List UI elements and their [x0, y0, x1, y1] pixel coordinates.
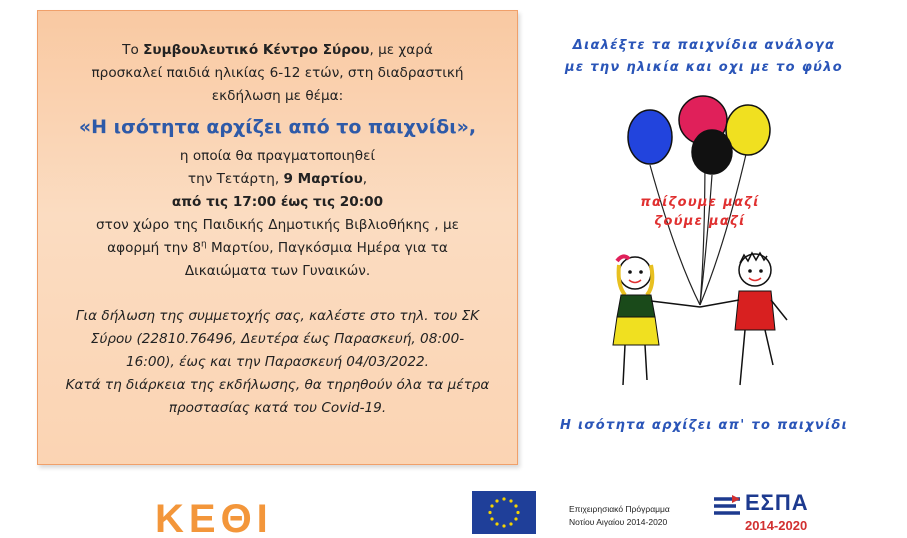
blue-balloon-icon	[628, 110, 672, 164]
venue-line-1: στον χώρο της Παιδικής Δημοτικής Βιβλιοθήκης , με	[96, 217, 459, 233]
covid-line-2: προστασίας κατά του Covid-19.	[168, 400, 387, 416]
organization-name: Συμβουλευτικό Κέντρο Σύρου	[143, 42, 370, 58]
op-line-2: Νοτίου Αιγαίου 2014-2020	[569, 517, 668, 527]
children-balloons-illustration	[595, 95, 795, 395]
boy-icon	[700, 253, 787, 385]
rsvp-line-1: Για δήλωση της συμμετοχής σας, καλέστε στο τηλ. του ΣΚ	[75, 308, 480, 324]
held-line: η οποία θα πραγματοποιηθεί	[179, 148, 376, 164]
venue-line-3: Δικαιώματα των Γυναικών.	[184, 263, 371, 279]
rsvp-line-2: Σύρου (22810.76496, Δευτέρα έως Παρασκευή, 08:00-	[90, 331, 465, 347]
date-line	[56, 168, 499, 191]
op-line-1: Επιχειρησιακό Πρόγραμμα	[569, 504, 670, 514]
venue2-suffix: Μαρτίου, Παγκόσμια Ημέρα για τα	[206, 240, 448, 256]
eu-flag-icon	[472, 491, 536, 534]
espa-word: ΕΣΠΑ	[745, 490, 809, 515]
keoi-logo: ΚΕΘΙ	[155, 497, 273, 536]
superscript: η	[200, 239, 207, 250]
event-date: 9 Μαρτίου	[283, 171, 363, 187]
theme-line: εκδήλωση με θέμα:	[211, 88, 344, 104]
time-line	[56, 191, 499, 214]
invitation-card	[37, 10, 518, 465]
espa-arrow-icon	[712, 493, 742, 521]
slogan-mid-1: παίζουμε μαζί	[640, 195, 760, 210]
venue2-prefix: αφορμή την 8	[107, 240, 201, 256]
espa-years: 2014-2020	[745, 518, 808, 533]
venue-line-2	[56, 237, 499, 260]
espa-logo	[712, 490, 822, 536]
slogan-top-1: Διαλέξτε τα παιχνίδια ανάλογα	[572, 38, 836, 53]
operational-programme-text	[569, 503, 670, 529]
slogan-mid-2: ζούμε μαζί	[654, 214, 746, 229]
yellow-balloon-icon	[726, 105, 770, 155]
intro-suffix: , με χαρά	[369, 42, 433, 58]
slogan-top-2: με την ηλικία και οχι με το φύλο	[564, 60, 844, 75]
event-title: «Η ισότητα αρχίζει από το παιχνίδι»,	[78, 116, 477, 138]
slogan-bottom: Η ισότητα αρχίζει απ' το παιχνίδι	[560, 418, 848, 433]
event-time: από τις 17:00 έως τις 20:00	[171, 194, 384, 210]
date-prefix: την Τετάρτη,	[187, 171, 284, 187]
intro-prefix: Το	[122, 42, 144, 58]
audience-line: προσκαλεί παιδιά ηλικίας 6-12 ετών, στη διαδραστική	[91, 65, 464, 81]
covid-line-1: Κατά τη διάρκεια της εκδήλωσης, θα τηρηθούν όλα τα μέτρα	[65, 377, 490, 393]
rsvp-line-3: 16:00), έως και την Παρασκευή 04/03/2022.	[126, 354, 429, 370]
date-suffix: ,	[362, 171, 368, 187]
intro-line	[56, 39, 499, 62]
black-balloon-icon	[692, 130, 732, 174]
